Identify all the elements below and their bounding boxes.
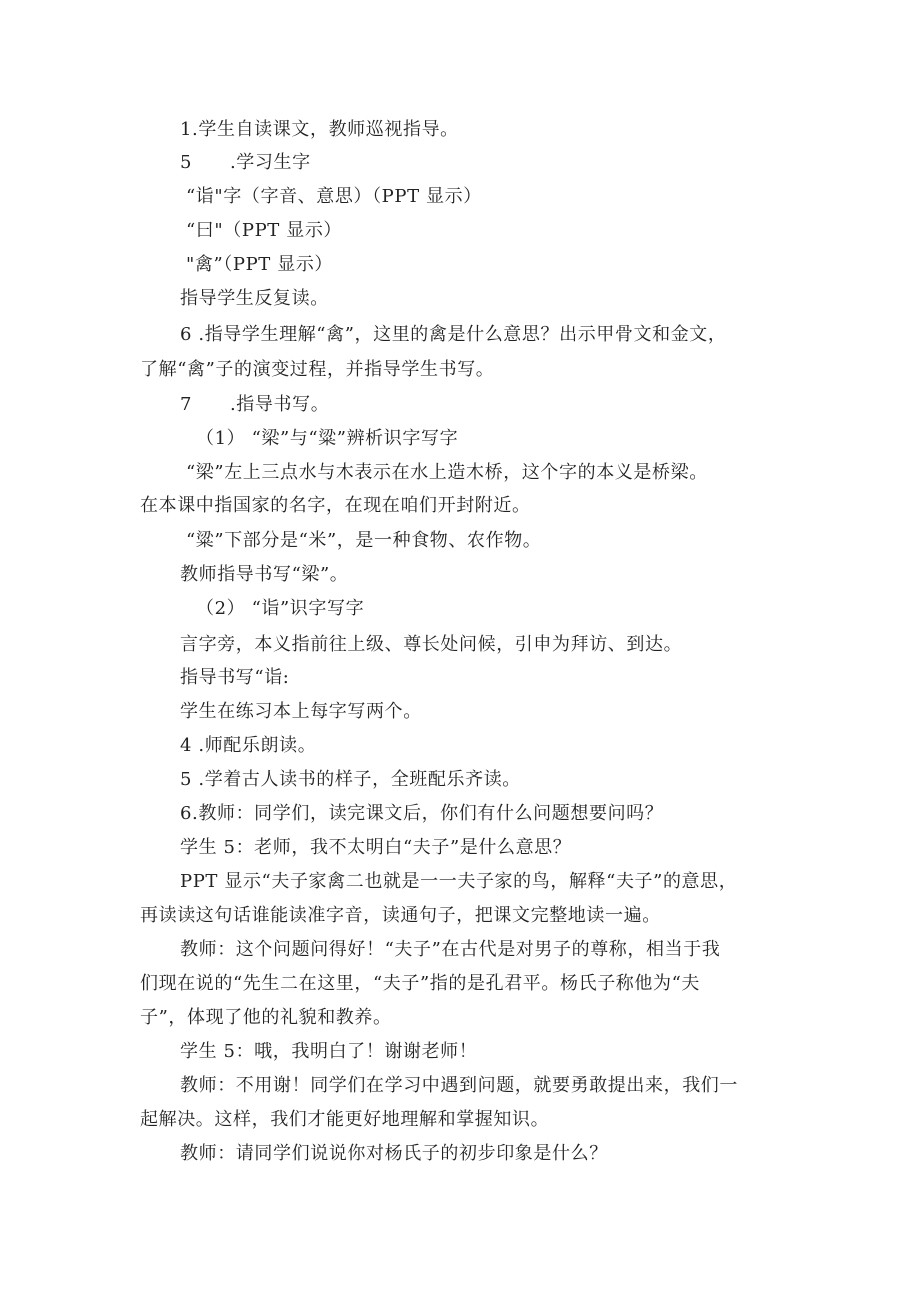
text-line: “曰"（PPT 显示） xyxy=(186,220,343,241)
text-line: 教师：这个问题问得好！“夫子”在古代是对男子的尊称，相当于我 xyxy=(180,939,721,960)
text-line: 5 .学习生字 xyxy=(180,152,311,173)
text-line: 子”，体现了他的礼貌和教养。 xyxy=(140,1007,392,1028)
text-line: 指导书写“诣: xyxy=(180,667,290,688)
text-line: 1.学生自读课文，教师巡视指导。 xyxy=(180,119,459,140)
text-line: “梁”左上三点水与木表示在水上造木桥，这个字的本义是桥梁。 xyxy=(186,462,708,483)
text-line: 教师：请同学们说说你对杨氏子的初步印象是什么？ xyxy=(180,1143,608,1164)
text-line: 指导学生反复读。 xyxy=(180,288,329,309)
text-line: 5 .学着古人读书的样子，全班配乐齐读。 xyxy=(180,769,521,790)
text-line: 教师：不用谢！同学们在学习中遇到问题，就要勇敢提出来，我们一 xyxy=(180,1075,738,1096)
text-line: 学生 5：老师，我不太明白“夫子”是什么意思？ xyxy=(180,837,572,858)
text-line: 再读读这句话谁能读准字音，读通句子，把课文完整地读一遍。 xyxy=(140,905,661,926)
text-line: "禽”（PPT 显示） xyxy=(186,254,334,275)
text-line: 学生 5：哦，我明白了！谢谢老师！ xyxy=(180,1041,478,1062)
text-line: 在本课中指国家的名字，在现在咱们开封附近。 xyxy=(140,495,531,516)
text-line: 4 .师配乐朗读。 xyxy=(180,735,317,756)
text-line: 学生在练习本上每字写两个。 xyxy=(180,701,422,722)
text-line: （2） “诣”识字写字 xyxy=(196,598,365,619)
text-line: 7 .指导书写。 xyxy=(180,394,330,415)
text-line: （1） “梁”与“粱”辨析识字写字 xyxy=(196,428,459,449)
text-line: 了解“禽”子的演变过程，并指导学生书写。 xyxy=(140,359,495,380)
text-line: “粱”下部分是“米”，是一种食物、农作物。 xyxy=(186,530,542,551)
text-line: “诣"字（字音、意思）（PPT 显示） xyxy=(186,186,482,207)
text-line: 6 .指导学生理解“禽”，这里的禽是什么意思？出示甲骨文和金文， xyxy=(180,324,727,345)
text-line: 起解决。这样，我们才能更好地理解和掌握知识。 xyxy=(140,1109,550,1130)
text-line: 6.教师：同学们，读完课文后，你们有什么问题想要问吗？ xyxy=(180,803,664,824)
text-line: 言字旁，本义指前往上级、尊长处问候，引申为拜访、到达。 xyxy=(180,634,683,655)
text-line: PPT 显示“夫子家禽二也就是一一夫子家的鸟，解释“夫子”的意思， xyxy=(180,871,738,892)
text-line: 教师指导书写“梁”。 xyxy=(180,564,349,585)
text-line: 们现在说的“先生二在这里，“夫子”指的是孔君平。杨氏子称他为“夫 xyxy=(140,973,701,994)
